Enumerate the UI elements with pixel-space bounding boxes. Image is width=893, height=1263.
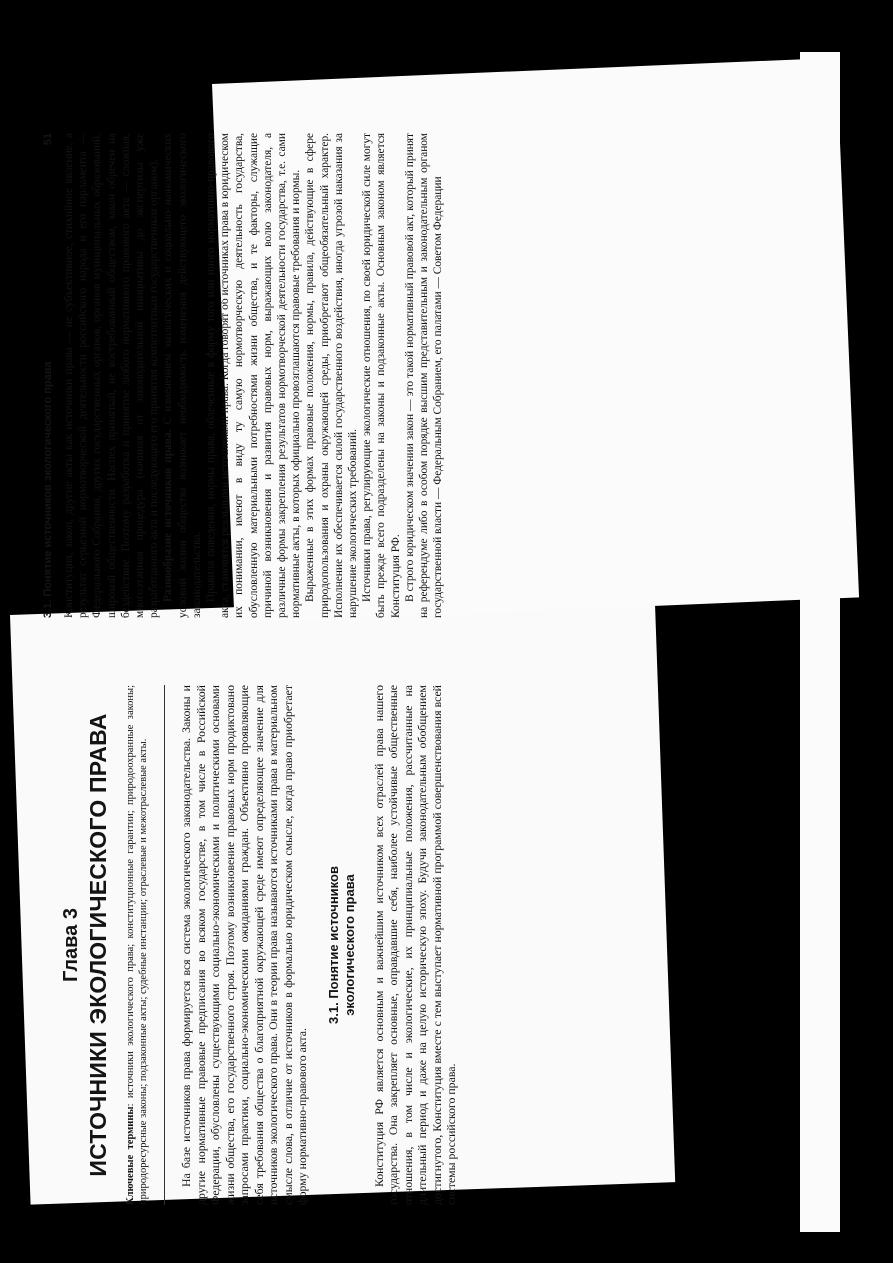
right-paragraph-6: В строго юридическом значении закон — это такой нормативный правовой акт, который принят на референдуме либо в особом порядке высшим представительным и законодательным органом государственной власти — Федеральным Собранием, его палатами — Советом Федерации bbox=[403, 133, 445, 618]
left-paragraph-2: Конституция РФ является основным и важнейшим источником всех отраслей права нашего государства. Она закрепляет основные, оправдавшие себя, наиболее устойчивые общественные отношения, в том числе и экологические, их принципиальные положения, рассчитанные на длительный период и даже на целую историческую эпоху. Будучи законодательным обобщением достигнутого, Конституция вместе с тем выступает нормативной программой совершенствования всей системы российского права. bbox=[371, 685, 458, 1205]
page-number: 51 bbox=[42, 133, 54, 146]
section-heading bbox=[326, 685, 358, 1205]
running-head-title: 3.1. Понятие источников экологического права bbox=[42, 361, 54, 618]
keywords-divider bbox=[164, 685, 165, 1205]
right-paragraph-5: Источники права, регулирующие экологические отношения, по своей юридической силе могут быть прежде всего подразделены на законы и подзаконные акты. Основным законом является Конституция РФ. bbox=[361, 133, 402, 618]
section-heading-line-1: 3.1. Понятие источников bbox=[325, 866, 341, 1024]
right-page-edge bbox=[800, 52, 840, 1232]
right-page-content bbox=[42, 133, 445, 618]
keywords-block bbox=[124, 685, 150, 1205]
right-paragraph-2 bbox=[161, 133, 204, 618]
left-page-content bbox=[60, 685, 459, 1205]
chapter-title: ИСТОЧНИКИ ЭКОЛОГИЧЕСКОГО ПРАВА bbox=[85, 713, 111, 1177]
section-heading-line-2: экологического права bbox=[341, 874, 357, 1016]
keywords-label: Ключевые термины bbox=[125, 1106, 136, 1205]
right-paragraph-2-rest: С изменением экологических и социально-экономических условий жизни общества возникает необходимость изменения действующего экологического законодательства. bbox=[162, 132, 203, 618]
running-head bbox=[42, 133, 54, 618]
left-paragraph-1: На базе источников права формируется вся система экологического законодательства. Законы и другие нормативные правовые предписания во всяком государстве, в том числе в Российской Федерации, обусловлены существующими социально-экономическими и политическими основами жизни общества, его государственного строя. Поэтому возникновение правовых норм продиктовано запросами практики, социально-экономическими ожиданиями граждан. Объективно проявляющие себя требования общества о благоприятной окружающей среде имеют определяющее значение для источников экологического права. Они в теории права называются источниками права в материальном смысле слова, в отличие от источников в формально юридическом смысле, когда право приобретает форму нормативно-правового акта. bbox=[179, 685, 309, 1205]
chapter-label: Глава 3 bbox=[60, 908, 82, 983]
right-paragraph-4: Выраженные в этих формах правовые положения, нормы, правила, действующие в сфере природопользования и охраны окружающей среды, приобретают общеобязательный характер. Исполнение их обеспечивается силой государственного воздействия, иногда угрозой наказания за нарушение экологических требований. bbox=[304, 133, 360, 618]
right-paragraph-3: Правила поведения, нормы права, облеченные в форму того или иного нормативно-правового акта, становятся реальными источниками права. Когда говорят об источниках права в юридическом их понимании, имеют в виду ту самую нормотворческую деятельность государства, обусловленную материальными потребностями жизни общества, и те факторы, служащие причиной возникновения и развития правовых норм, выражающих волю законодателя, а различные формы закрепления результатов нормотворческой деятельности государства, т.е. сами нормативные акты, в которых официально провозглашаются правовые требования и нормы. bbox=[205, 133, 303, 618]
keywords-text: : источники экологического права; конституционные гарантии; природоохранные законы; природоресурсные законы; подзаконные акты; судебные инстанции; отраслевые и межотраслевые акты. bbox=[125, 684, 149, 1205]
right-paragraph-2-bold: Разнообразие источников права. bbox=[162, 429, 175, 602]
right-paragraph-1: Конституция, закон, другие акты как источники права — не субъективное, стихийное явление, а результат серьезной нормотворческой деятельности российского народа и его парламента — Федерального Собрания, других государственных органов, органов муниципальных образований, широкой общественности. Наспех принятый, не востребованный обществом, закон обречен на бездействие. Поэтому разработка и принятие любого нормативного правового акта — сложная, многоэтапная процедура (начиная от законодательной инициативы до экспертизы уже разработанного акта и последующего его принятия компетентным государственным органом). bbox=[63, 133, 161, 618]
